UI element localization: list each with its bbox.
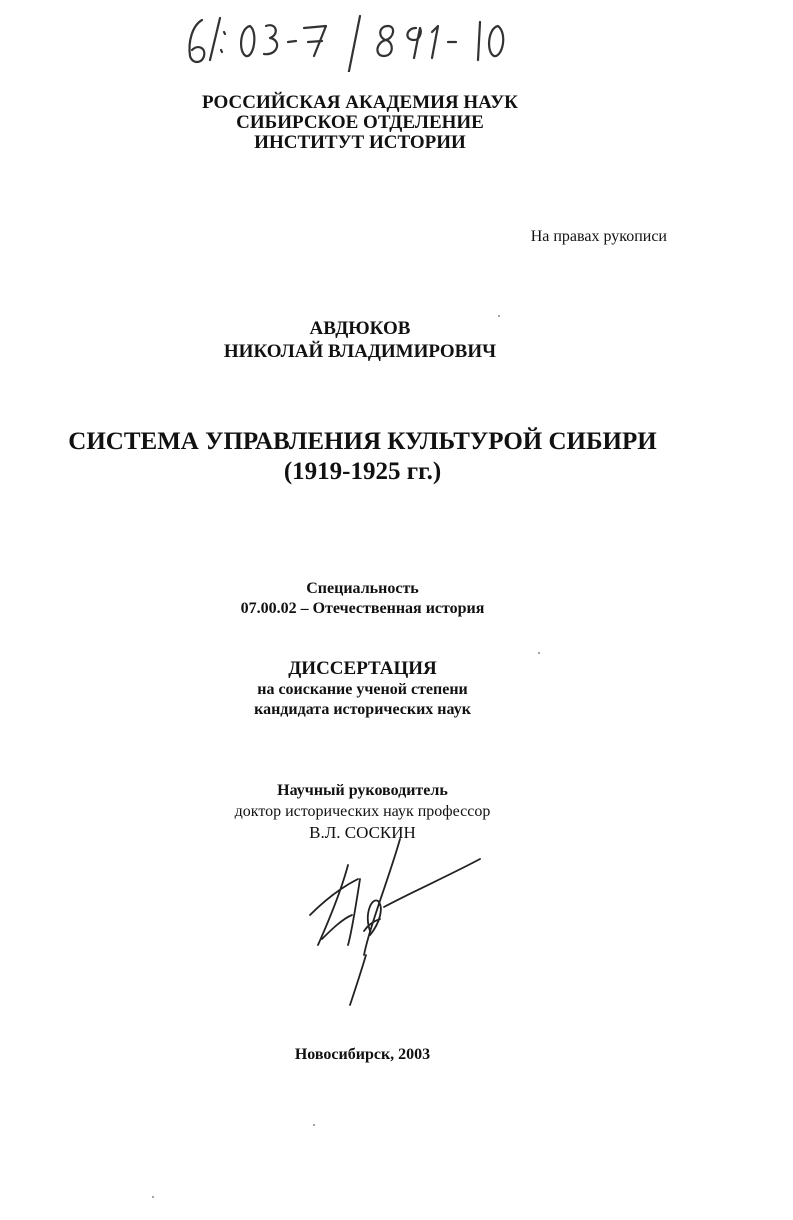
author-surname: АВДЮКОВ bbox=[309, 318, 411, 339]
author-block bbox=[140, 317, 580, 363]
supervisor-label: Научный руководитель bbox=[277, 782, 448, 799]
dissertation-degree-line1: на соискание ученой степени bbox=[257, 681, 468, 698]
dissertation-heading: ДИССЕРТАЦИЯ bbox=[288, 658, 437, 679]
supervisor-degree: доктор исторических наук профессор bbox=[234, 803, 491, 820]
supervisor-signature bbox=[300, 835, 490, 1010]
specialty-block bbox=[160, 579, 565, 619]
title-line-main: СИСТЕМА УПРАВЛЕНИЯ КУЛЬТУРОЙ СИБИРИ bbox=[68, 428, 657, 455]
scan-speck bbox=[538, 652, 540, 654]
institution-block bbox=[150, 93, 570, 153]
handwritten-catalog-number bbox=[180, 12, 540, 72]
dissertation-block bbox=[160, 658, 565, 720]
institution-line-institute: ИНСТИТУТ ИСТОРИИ bbox=[254, 132, 466, 153]
supervisor-name: В.Л. СОСКИН bbox=[309, 823, 416, 842]
scan-speck bbox=[152, 1196, 154, 1198]
city-and-year: Новосибирск, 2003 bbox=[294, 1046, 431, 1063]
title-line-years: (1919-1925 гг.) bbox=[283, 458, 442, 485]
institution-line-branch: СИБИРСКОЕ ОТДЕЛЕНИЕ bbox=[236, 112, 484, 133]
manuscript-rights-note: На правах рукописи bbox=[530, 228, 667, 245]
author-given-names: НИКОЛАЙ ВЛАДИМИРОВИЧ bbox=[223, 341, 497, 362]
specialty-code: 07.00.02 – Отечественная история bbox=[240, 600, 485, 617]
dissertation-title bbox=[40, 427, 685, 487]
specialty-label: Специальность bbox=[306, 580, 419, 597]
scan-speck bbox=[313, 1124, 315, 1126]
scan-speck bbox=[498, 315, 500, 317]
dissertation-degree-line2: кандидата исторических наук bbox=[254, 701, 471, 718]
institution-line-academy: РОССИЙСКАЯ АКАДЕМИЯ НАУК bbox=[202, 92, 518, 113]
supervisor-block bbox=[160, 780, 565, 843]
